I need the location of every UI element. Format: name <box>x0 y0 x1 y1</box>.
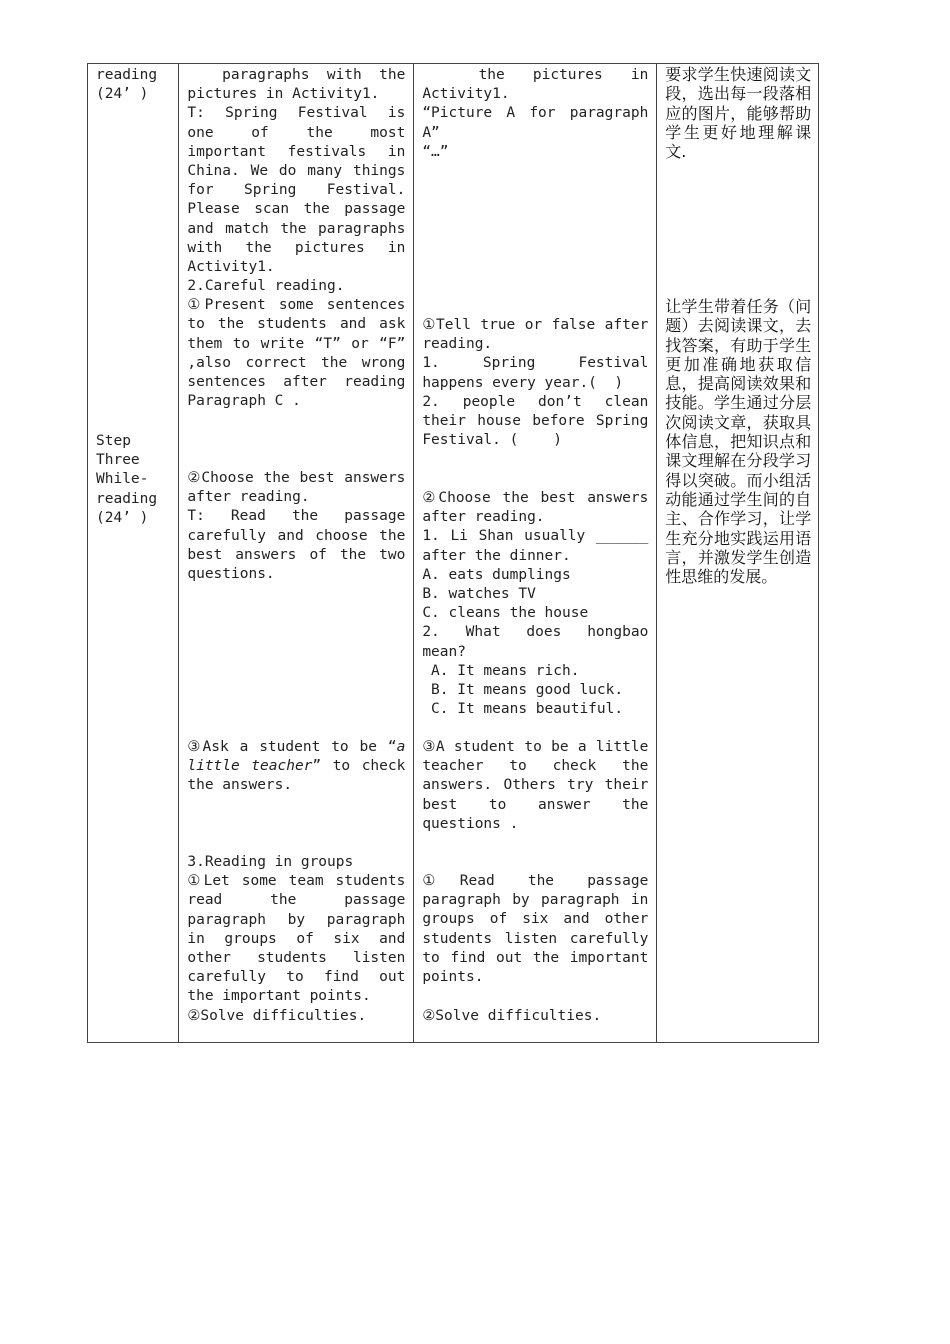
careful-reading-purpose-text: 让学生带着任务（问题）去阅读课文，去找答案，有助于学生更加准确地获取信息，提高阅读效果和技能。学生通过分层次阅读文章，获取具体信息，把知识点和课文理解在分段学习得以突破。而小组活动能通过学生间的自主、合作学习，让学生充分地实践运用语言，并激发学生创造性思维的发展。 <box>665 297 812 587</box>
solve-difficulties-student-text: ②Solve difficulties. <box>422 1008 602 1024</box>
student-activity-column <box>414 64 657 1043</box>
fast-reading-teacher-text: paragraphs with the pictures in Activity1. T: Spring Festival is one of the most important festivals in China. We do many things for Spring Festival. Please scan the passage and match the paragraphs with the pictures in Activity1. <box>187 67 406 276</box>
choose-answers-student-text: ②Choose the best answers after reading. 1. Li Shan usually ______ after the dinner. A. eats dumplings B. watches TV C. cleans the house 2. What does hongbao mean? A. It means rich. B. It means good luck. C. It means beautiful. <box>422 490 649 718</box>
teacher-activity-column <box>179 64 414 1043</box>
fast-reading-student-text: the pictures in Activity1. “Picture A for paragraph A” “…” <box>422 67 649 160</box>
true-false-student-text: ①Tell true or false after reading. 1. Spring Festival happens every year.( ) 2. people don’t clean their house before Spring Festival. ( ) <box>422 317 649 449</box>
table-row <box>88 64 819 1043</box>
little-teacher-student-text: ③A student to be a little teacher to check the answers. Others try their best to answer the questions . <box>422 739 658 832</box>
choose-answers-teacher-text: ②Choose the best answers after reading. T: Read the passage carefully and choose the best answers of the two questions. <box>187 470 406 583</box>
little-teacher-teacher-text: ③Ask a student to be “a little teacher” to check the answers. <box>187 739 415 794</box>
group-reading-student-text: ①Read the passage paragraph by paragraph in groups of six and other students listen carefully to find out the important points. <box>422 873 658 986</box>
step-three-label: Step Three While- reading (24’ ) <box>96 433 158 526</box>
design-intent-column <box>657 64 819 1043</box>
fast-reading-purpose-text: 要求学生快速阅读文段，选出每一段落相应的图片，能够帮助学生更好地理解课文. <box>665 65 812 162</box>
group-reading-teacher-text: 3.Reading in groups ①Let some team students read the passage paragraph by paragraph in groups of six and other students listen carefully to find out the important points. ②Solve difficulties. <box>187 854 406 1024</box>
careful-reading-teacher-text: 2.Careful reading. ①Present some sentences to the students and ask them to write “T” or “F” ,also correct the wrong sentences after reading Paragraph C . <box>187 278 406 410</box>
step-column <box>88 64 179 1043</box>
lesson-plan-table <box>87 63 819 1043</box>
step-reading-label: reading (24’ ) <box>96 67 158 103</box>
